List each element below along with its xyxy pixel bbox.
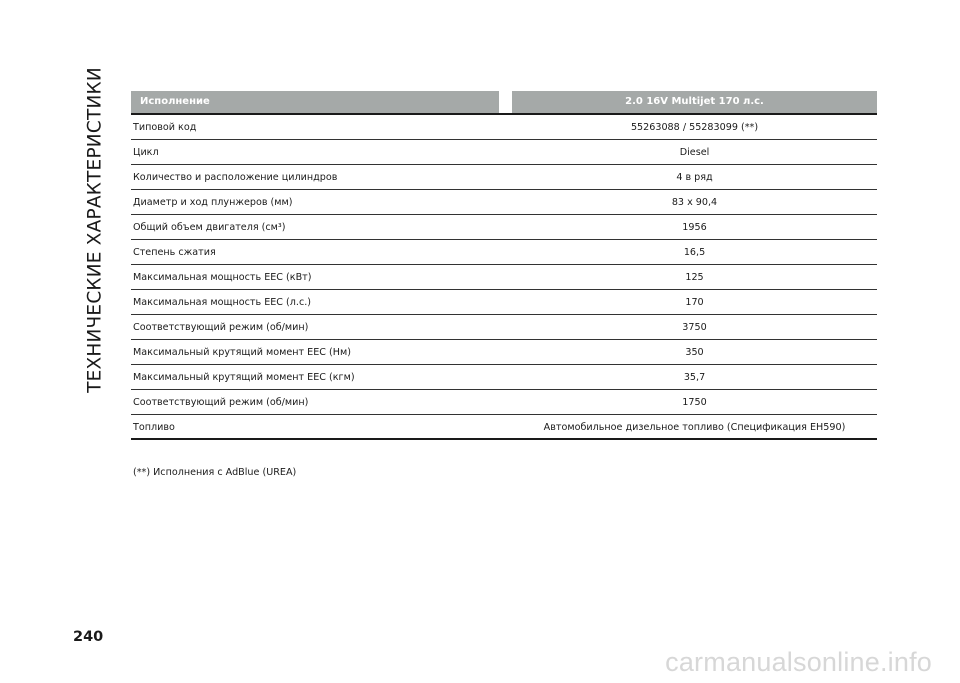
row-value: 4 в ряд	[676, 172, 713, 183]
row-label: Максимальный крутящий момент ЕЕС (Нм)	[133, 347, 351, 358]
table-row	[131, 140, 877, 165]
row-value: 83 х 90,4	[671, 197, 718, 208]
footnote: (**) Исполнения с AdBlue (UREA)	[133, 467, 297, 478]
table-row	[131, 365, 877, 390]
row-label: Соответствующий режим (об/мин)	[133, 322, 309, 333]
table-row	[131, 240, 877, 265]
spec-table	[131, 91, 877, 440]
table-row	[131, 265, 877, 290]
table-row	[131, 390, 877, 415]
row-value: 170	[685, 297, 704, 308]
row-value: 1956	[682, 222, 707, 233]
row-label: Типовой код	[133, 122, 197, 133]
row-value: 55263088 / 55283099 (**)	[630, 122, 759, 133]
table-row	[131, 215, 877, 240]
table-header	[131, 91, 877, 113]
page-number: 240	[73, 629, 104, 645]
row-label: Диаметр и ход плунжеров (мм)	[133, 197, 293, 208]
row-value: Автомобильное дизельное топливо (Спецификация ЕН590)	[543, 422, 846, 433]
table-row	[131, 340, 877, 365]
table-row	[131, 315, 877, 340]
header-value: 2.0 16V Multijet 170 л.с.	[512, 91, 877, 113]
row-value: 3750	[682, 322, 707, 333]
row-value: 35,7	[683, 372, 706, 383]
table-row	[131, 290, 877, 315]
row-value: 125	[685, 272, 704, 283]
header-gap	[499, 91, 512, 113]
table-row	[131, 190, 877, 215]
row-label: Максимальная мощность ЕЕС (кВт)	[133, 272, 312, 283]
section-title: ТЕХНИЧЕСКИЕ ХАРАКТЕРИСТИКИ	[84, 67, 106, 393]
row-label: Количество и расположение цилиндров	[133, 172, 338, 183]
row-value: 1750	[682, 397, 707, 408]
row-label: Топливо	[133, 422, 175, 433]
row-label: Степень сжатия	[133, 247, 216, 258]
row-label: Соответствующий режим (об/мин)	[133, 397, 309, 408]
row-label: Максимальный крутящий момент ЕЕС (кгм)	[133, 372, 355, 383]
watermark: carmanualsonline.info	[665, 647, 932, 677]
row-label: Цикл	[133, 147, 159, 158]
table-row	[131, 165, 877, 190]
row-value: 16,5	[683, 247, 706, 258]
row-value: 350	[685, 347, 704, 358]
row-label: Общий объем двигателя (см³)	[133, 222, 286, 233]
section-title-vertical	[78, 60, 112, 400]
table-row	[131, 115, 877, 140]
table-row	[131, 415, 877, 440]
header-label: Исполнение	[131, 91, 499, 113]
row-label: Максимальная мощность ЕЕС (л.с.)	[133, 297, 312, 308]
row-value: Diesel	[679, 147, 710, 158]
